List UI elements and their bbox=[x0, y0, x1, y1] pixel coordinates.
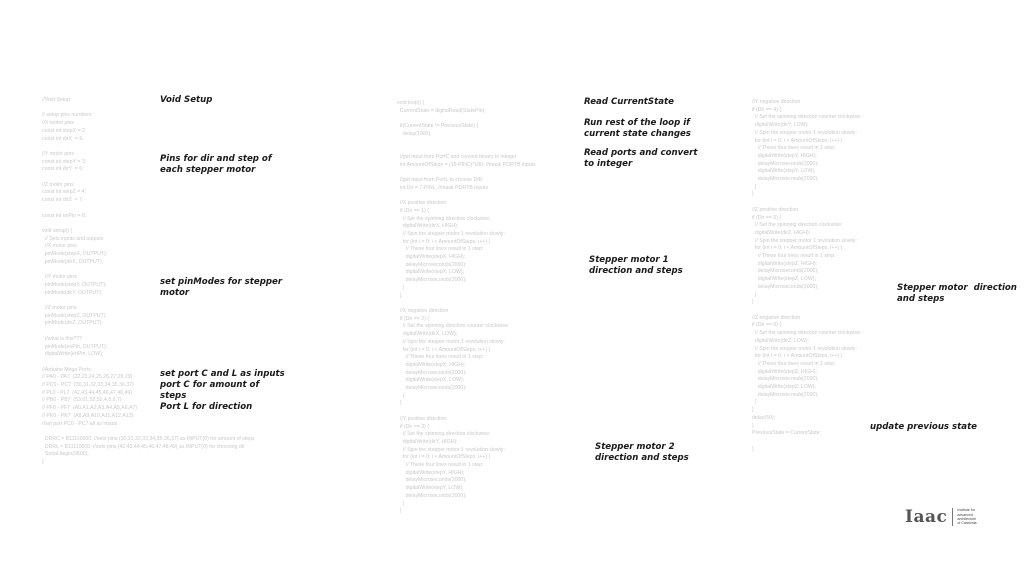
logo-mark: Iaac bbox=[905, 507, 948, 527]
annotation-void-setup: Void Setup bbox=[160, 95, 213, 105]
annotation-read-ports: Read ports and convert to integer bbox=[584, 148, 698, 169]
annotation-update-previous: update previous state bbox=[870, 422, 978, 432]
code-block-directions: //Y negative direction if (Dir == 4) { // Set the spinning direction counter clockwise: digitalWrite(dirY, LOW); // Spin the stepper motor 1 revolution slowly: for (int i = 0; i < AmountOfSteps; i++) { // These four lines result in 1 step: digitalWrite(stepY, HIGH); delayMicroseconds(2000); digitalWrite(stepY, LOW); delayMicroseconds(2000); } } //Z positive direction if (Dir == 5) { // Set the spinning direction clockwise: digitalWrite(dirZ, HIGH); // Spin the stepper motor 1 revolution slowly: for (int i = 0; i < AmountOfSteps; i++) { // These four lines result in 1 step: digitalWrite(stepZ, HIGH); delayMicroseconds(2000); digitalWrite(stepZ, LOW); delayMicroseconds(2000); } } //Z negative direction if (Dir == 6) { // Set the spinning direction counter clockwise: digitalWrite(dirZ, LOW); // Spin the stepper motor 1 revolution slowly: for (int i = 0; i < AmountOfSteps; i++) { // These four lines result in 1 step: digitalWrite(stepZ, HIGH); delayMicroseconds(2000); digitalWrite(stepZ, LOW); delayMicroseconds(2000); } } delay(50); } PreviousState = CurrentState; } bbox=[752, 99, 862, 452]
annotation-stepper-1: Stepper motor 1 direction and steps bbox=[589, 255, 683, 276]
logo-institute-text: Institute for advanced architecture of Catalonia bbox=[957, 508, 977, 526]
annotation-ports-inputs: set port C and L as inputs port C for amount of steps Port L for direction bbox=[160, 369, 285, 412]
annotation-stepper-direction: Stepper motor direction and steps bbox=[897, 283, 1017, 304]
iaac-logo bbox=[905, 506, 993, 528]
annotation-pins-dir-step: Pins for dir and step of each stepper motor bbox=[160, 154, 272, 175]
code-block-setup: //Void Setup // setup pins numbers //X motor pins const int stepX = 2; const int dirX = 5; //Y motor pins const int stepY = 3; const int dirY = 6; //Z motor pins const int stepZ = 4; const int dirZ = 7; const int enPin = 8; void setup() { // Sets inputs and outputs //X motor pins pinMode(stepX, OUTPUT); pinMode(dirX, OUTPUT); //Y motor pins pinMode(stepY, OUTPUT); pinMode(dirY, OUTPUT); //Z motor pins pinMode(stepZ, OUTPUT); pinMode(dirZ, OUTPUT); //what is this??? pinMode(enPin, OUTPUT); digitalWrite(enPin, LOW); //Arduino Mega Ports // PA0 - PA7 (22,23,24,25,26,27,28,29) // PC0 - PC7 (30,31,32,33,34,35,36,37) // PL0 - PL7 (42,43,44,45,46,47,48,49) // PB0 - PB7 (53,51,52,50,4,5,6,7) // PF0 - PF7 (A0,A1,A2,A3,A4,A5,A6,A7) // PK0 - PK7 (A8,A9,A10,A11,A12,A13) //set port PC0 - PC7 all as inputs DDRC = B11110000; //sets pins (30,31,32,33,34,35,36,37) as INPUT(0) for amount of steps DDRL = B11110000; //sets pins (42,43,44,45,46,47,48,49) as INPUT(0) for choosing dir Serial.begin(9600); } bbox=[42, 97, 255, 466]
annotation-stepper-2: Stepper motor 2 direction and steps bbox=[595, 442, 689, 463]
annotation-pinmodes: set pinModes for stepper motor bbox=[160, 277, 283, 298]
annotation-read-current-state: Read CurrentState bbox=[584, 97, 674, 107]
logo-divider bbox=[952, 508, 953, 526]
code-block-loop: void loop() { CurrentState = digitalRead(StatePin); if(CurrentState != PreviousState) { delay(1000); //get input from PortC and convert binary to integer int AmountOfSteps = (15-PINC)*180; //mask PORTB inputs //get input from PortL to choose DIR int Dir = 7-PINL; //mask PORTB inputs //X positive direction if (Dir == 1) { // Set the spinning direction clockwise: digitalWrite(dirX, HIGH); // Spin the stepper motor 1 revolution slowly: for (int i = 0; i < AmountOfSteps; i++) { // These four lines result in 1 step: digitalWrite(stepX, HIGH); delayMicroseconds(2000); digitalWrite(stepX, LOW); delayMicroseconds(2000); } } //X negative direction if (Dir == 2) { // Set the spinning direction counter clockwise: digitalWrite(dirX, LOW); // Spin the stepper motor 1 revolution slowly: for (int i = 0; i < AmountOfSteps; i++) { // These four lines result in 1 step: digitalWrite(stepX, HIGH); delayMicroseconds(2000); digitalWrite(stepX, LOW); delayMicroseconds(2000); } } //Y positive direction if (Dir == 3) { // Set the spinning direction clockwise: digitalWrite(dirY, HIGH); // Spin the stepper motor 1 revolution slowly: for (int i = 0; i < AmountOfSteps; i++) { // These four lines result in 1 step: digitalWrite(stepY, HIGH); delayMicroseconds(2000); digitalWrite(stepY, LOW); delayMicroseconds(2000); } } bbox=[397, 100, 536, 515]
annotation-run-rest-loop: Run rest of the loop if current state changes bbox=[584, 118, 691, 139]
